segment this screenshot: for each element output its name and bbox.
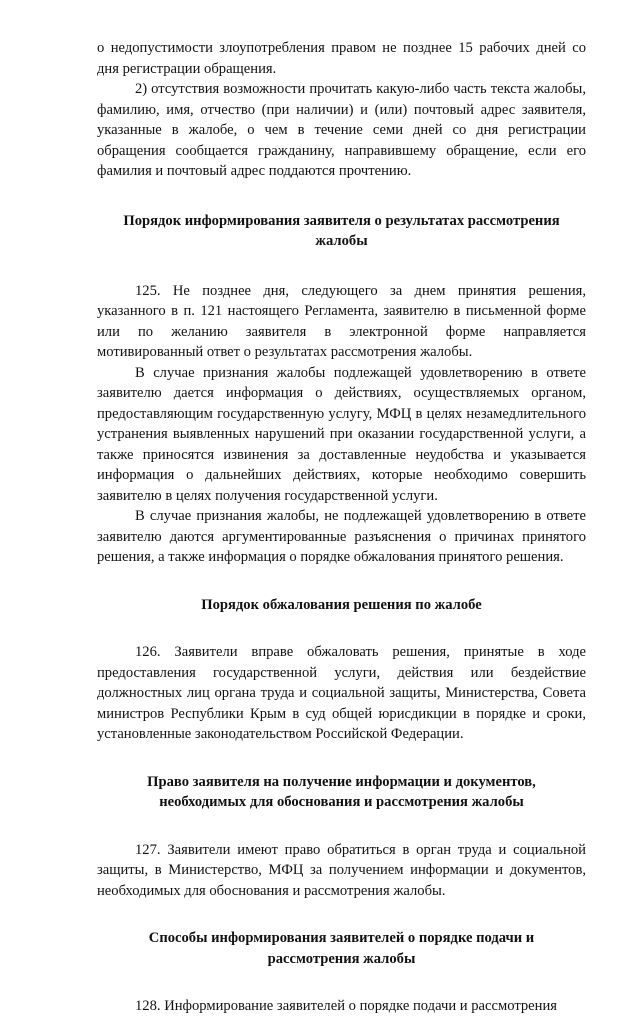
intro-item-2: 2) отсутствия возможности прочитать какую-либо часть текста жалобы, фамилию, имя, отчество (при наличии) и (или) почтовый адрес заявителя, указанные в жалобе, о чем в течение семи дней со дня регистрации обращения сообщается гражданину, направившему обращение, если его фамилия и почтовый адрес поддаются прочтению. <box>97 81 586 179</box>
spacer <box>97 182 586 203</box>
paragraph-127: 127. Заявители имеют право обратиться в орган труда и социальной защиты, в Министерство, МФЦ за получением информации и документов, необходимых для обоснования и рассмотрения жалобы. <box>97 841 586 899</box>
section-heading-128: Способы информирования заявителей о порядке подачи и рассмотрения жалобы <box>148 930 535 967</box>
section-heading-125: Порядок информирования заявителя о результатах рассмотрения жалобы <box>123 212 560 249</box>
section-heading-127: Право заявителя на получение информации и документов, необходимых для обоснования и рассмотрения жалобы <box>147 773 536 810</box>
paragraph-128: 128. Информирование заявителей о порядке подачи и рассмотрения <box>135 998 557 1014</box>
paragraph-126: 126. Заявители вправе обжаловать решения, принятые в ходе предоставления государственной услуги, действия или бездействие должностных лиц органа труда и социальной защиты, Министерства, Совета министров Республики Крым в суд общей юрисдикции в порядке и сроки, установленные законодательством Российской Федерации. <box>97 644 586 742</box>
spacer <box>97 252 586 273</box>
spacer <box>97 203 586 211</box>
spacer <box>97 901 586 922</box>
paragraph-125-rejected: В случае признания жалобы, не подлежащей удовлетворению в ответе заявителю даются аргументированные разъяснения о причинах принятого решения, а также информация о порядке обжалования принятого решения. <box>97 508 586 565</box>
spacer <box>97 969 586 990</box>
spacer <box>97 813 586 834</box>
spacer <box>97 615 586 636</box>
spacer <box>97 273 586 281</box>
paragraph-125: 125. Не позднее дня, следующего за днем принятия решения, указанного в п. 121 настоящего Регламента, заявителю в письменной форме или по желанию заявителя в электронной форме направляется мотивированный ответ о результатах рассмотрения жалобы. <box>97 282 586 360</box>
intro-continuation: о недопустимости злоупотребления правом не позднее 15 рабочих дней со дня регистрации обращения. <box>97 40 586 77</box>
paragraph-125-satisfied: В случае признания жалобы подлежащей удовлетворению в ответе заявителю дается информация о действиях, осуществляемых органом, предоставляющим государственную услугу, МФЦ в целях незамедлительного устранения выявленных нарушений при оказании государственной услуги, а также приносятся извинения за доставленные неудобства и указывается информация о дальнейших действиях, которые необходимо совершить заявителю в целях получения государственной услуги. <box>97 364 586 504</box>
section-heading-126: Порядок обжалования решения по жалобе <box>201 596 482 613</box>
spacer <box>97 568 586 589</box>
spacer <box>97 745 586 766</box>
